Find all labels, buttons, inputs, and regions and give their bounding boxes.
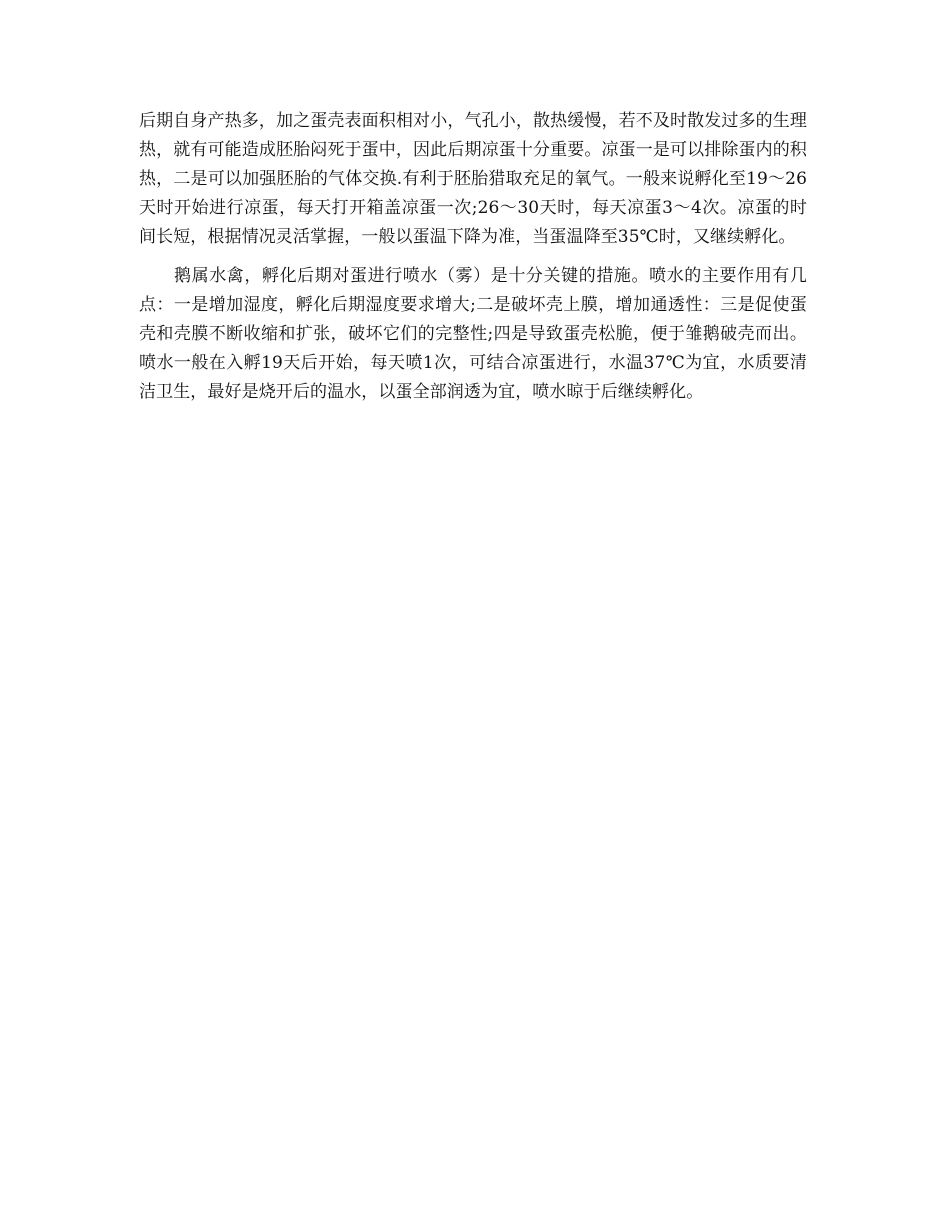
paragraph-cooling-eggs: 后期自身产热多，加之蛋壳表面积相对小，气孔小，散热缓慢，若不及时散发过多的生理热，就有可能造成胚胎闷死于蛋中，因此后期凉蛋十分重要。凉蛋一是可以排除蛋内的积热，二是可以加强胚胎的气体交换.有利于胚胎猎取充足的氧气。一般来说孵化至19～26天时开始进行凉蛋，每天打开箱盖凉蛋一次;26～30天时，每天凉蛋3～4次。凉蛋的时间长短，根据情况灵活掌握，一般以蛋温下降为准，当蛋温降至35℃时，又继续孵化。: [139, 111, 807, 247]
paragraph-spraying-water: 鹅属水禽，孵化后期对蛋进行喷水（雾）是十分关键的措施。喷水的主要作用有几点：一是增加湿度，孵化后期湿度要求增大;二是破坏壳上膜，增加通透性：三是促使蛋壳和壳膜不断收缩和扩张，破坏它们的完整性;四是导致蛋壳松脆，便于雏鹅破壳而出。喷水一般在入孵19天后开始，每天喷1次，可结合凉蛋进行，水温37℃为宜，水质要清洁卫生，最好是烧开后的温水，以蛋全部润透为宜，喷水晾于后继续孵化。: [139, 266, 807, 402]
document-body: [139, 107, 807, 407]
